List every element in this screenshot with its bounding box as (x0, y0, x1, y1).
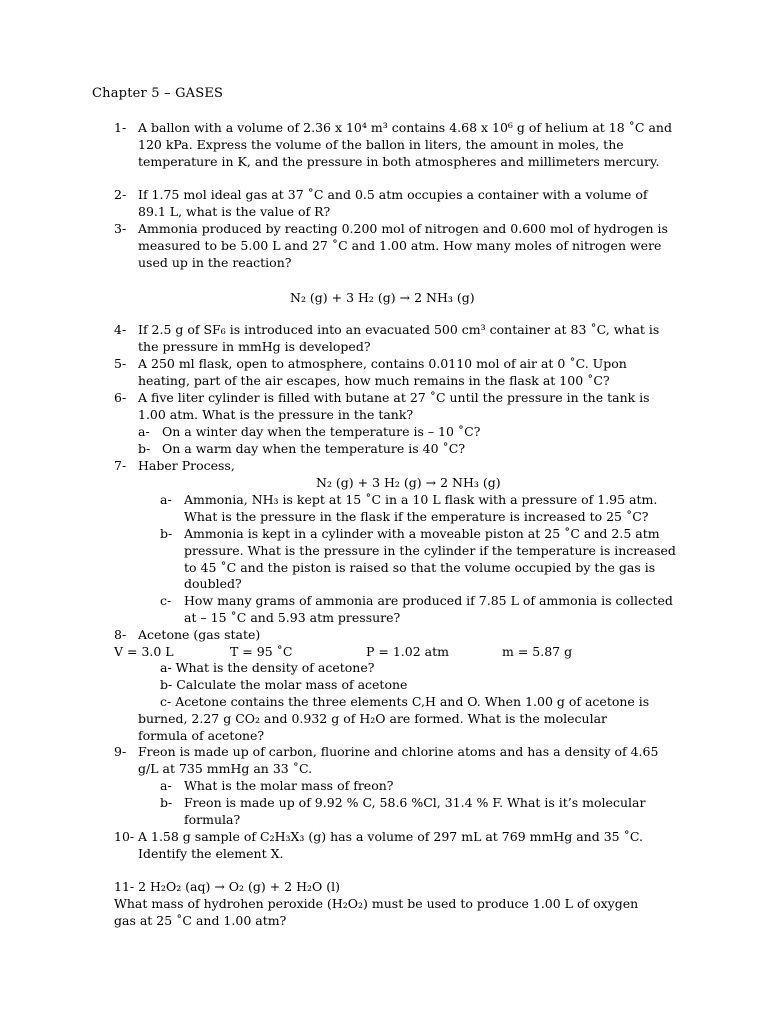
question-1 (114, 120, 674, 170)
question-5 (114, 356, 674, 390)
sub-question-text: How many grams of ammonia are produced if 7.85 L of ammonia is collected at – 15 ˚C and 5.93 atm pressure? (184, 593, 673, 625)
page-title: Chapter 5 – GASES (92, 86, 224, 101)
question-11-text: What mass of hydrohen peroxide (H₂O₂) must be used to produce 1.00 L of oxygen (114, 896, 639, 911)
question-text: If 1.75 mol ideal gas at 37 ˚C and 0.5 atm occupies a container with a volume of 89.1 L, what is the value of R? (138, 187, 648, 219)
question-7 (114, 458, 674, 475)
acetone-volume: V = 3.0 L (114, 644, 174, 659)
question-text: A ballon with a volume of 2.36 x 10⁴ m³ contains 4.68 x 10⁶ g of helium at 18 ˚C and 120 kPa. Express the volume of the ballon in liters, the amount in moles, the temperature in K, and the pressure in both atmospheres and millimeters mercury. (138, 120, 672, 169)
question-text: A 250 ml flask, open to atmosphere, contains 0.0110 mol of air at 0 ˚C. Upon heating, part of the air escapes, how much remains in the flask at 100 ˚C? (138, 356, 627, 388)
sub-question-text: Ammonia is kept in a cylinder with a moveable piston at 25 ˚C and 2.5 atm pressure. What is the pressure in the cylinder if the temperature is increased to 45 ˚C and the piston is raised so that the volume occupied by the gas is doubled? (184, 526, 676, 592)
acetone-mass: m = 5.87 g (502, 644, 573, 659)
question-number: 9- (114, 744, 127, 759)
question-7a (160, 492, 680, 526)
question-8c: c- Acetone contains the three elements C,H and O. When 1.00 g of acetone is (160, 694, 650, 709)
question-number: 7- (114, 458, 127, 473)
question-text: Acetone (gas state) (138, 627, 261, 642)
question-2 (114, 187, 674, 221)
question-11-equation: 11- 2 H₂O₂ (aq) → O₂ (g) + 2 H₂O (l) (114, 879, 341, 894)
question-text: A 1.58 g sample of C₂H₃X₃ (g) has a volume of 297 mL at 769 mmHg and 35 ˚C. Identify the element X. (138, 829, 643, 861)
question-9b (160, 795, 680, 829)
question-text: A five liter cylinder is filled with butane at 27 ˚C until the pressure in the tank is 1.00 atm. What is the pressure in the tank? (138, 390, 650, 422)
question-8c-continued: burned, 2.27 g CO₂ and 0.932 g of H₂O are formed. What is the molecular (138, 711, 608, 726)
question-text: If 2.5 g of SF₆ is introduced into an evacuated 500 cm³ container at 83 ˚C, what is the pressure in mmHg is developed? (138, 322, 660, 354)
question-number: 2- (114, 187, 127, 202)
sub-question-text: Ammonia, NH₃ is kept at 15 ˚C in a 10 L flask with a pressure of 1.95 atm. What is the pressure in the flask if the emperature is increased to 25 ˚C? (184, 492, 658, 524)
sub-question-label: b- (160, 526, 173, 541)
question-7b (160, 526, 680, 593)
question-number: 1- (114, 120, 127, 135)
acetone-pressure: P = 1.02 atm (366, 644, 449, 659)
question-6b (138, 441, 678, 458)
sub-question-text: On a winter day when the temperature is – 10 ˚C? (162, 424, 481, 439)
question-3 (114, 221, 674, 271)
reaction-equation-1: N₂ (g) + 3 H₂ (g) → 2 NH₃ (g) (290, 290, 475, 305)
sub-question-label: a- (160, 492, 172, 507)
question-9 (114, 744, 674, 778)
sub-question-label: a- (160, 778, 172, 793)
sub-question-label: b- (138, 441, 151, 456)
question-8a: a- What is the density of acetone? (160, 660, 375, 675)
sub-question-label: b- (160, 795, 173, 810)
sub-question-text: On a warm day when the temperature is 40 ˚C? (162, 441, 466, 456)
sub-question-text: What is the molar mass of freon? (184, 778, 394, 793)
sub-question-label: a- (138, 424, 150, 439)
question-number: 6- (114, 390, 127, 405)
sub-question-text: Freon is made up of 9.92 % C, 58.6 %Cl, 31.4 % F. What is it’s molecular formula? (184, 795, 646, 827)
question-8 (114, 627, 674, 644)
reaction-equation-2: N₂ (g) + 3 H₂ (g) → 2 NH₃ (g) (316, 475, 501, 490)
question-7c (160, 593, 680, 627)
question-number: 10- (114, 829, 135, 844)
question-10 (114, 829, 674, 863)
question-8c-continued: formula of acetone? (138, 728, 265, 743)
question-number: 5- (114, 356, 127, 371)
question-number: 4- (114, 322, 127, 337)
question-6 (114, 390, 674, 424)
question-text: Haber Process, (138, 458, 235, 473)
sub-question-label: c- (160, 593, 172, 608)
question-6a (138, 424, 678, 441)
question-number: 3- (114, 221, 127, 236)
question-9a (160, 778, 680, 795)
question-11-text-continued: gas at 25 ˚C and 1.00 atm? (114, 913, 287, 928)
question-4 (114, 322, 674, 356)
question-number: 8- (114, 627, 127, 642)
question-8b: b- Calculate the molar mass of acetone (160, 677, 408, 692)
acetone-temperature: T = 95 ˚C (230, 644, 293, 659)
question-text: Ammonia produced by reacting 0.200 mol of nitrogen and 0.600 mol of hydrogen is measured to be 5.00 L and 27 ˚C and 1.00 atm. How many moles of nitrogen were used up in the reaction? (138, 221, 668, 270)
question-text: Freon is made up of carbon, fluorine and chlorine atoms and has a density of 4.65 g/L at 735 mmHg an 33 ˚C. (138, 744, 659, 776)
